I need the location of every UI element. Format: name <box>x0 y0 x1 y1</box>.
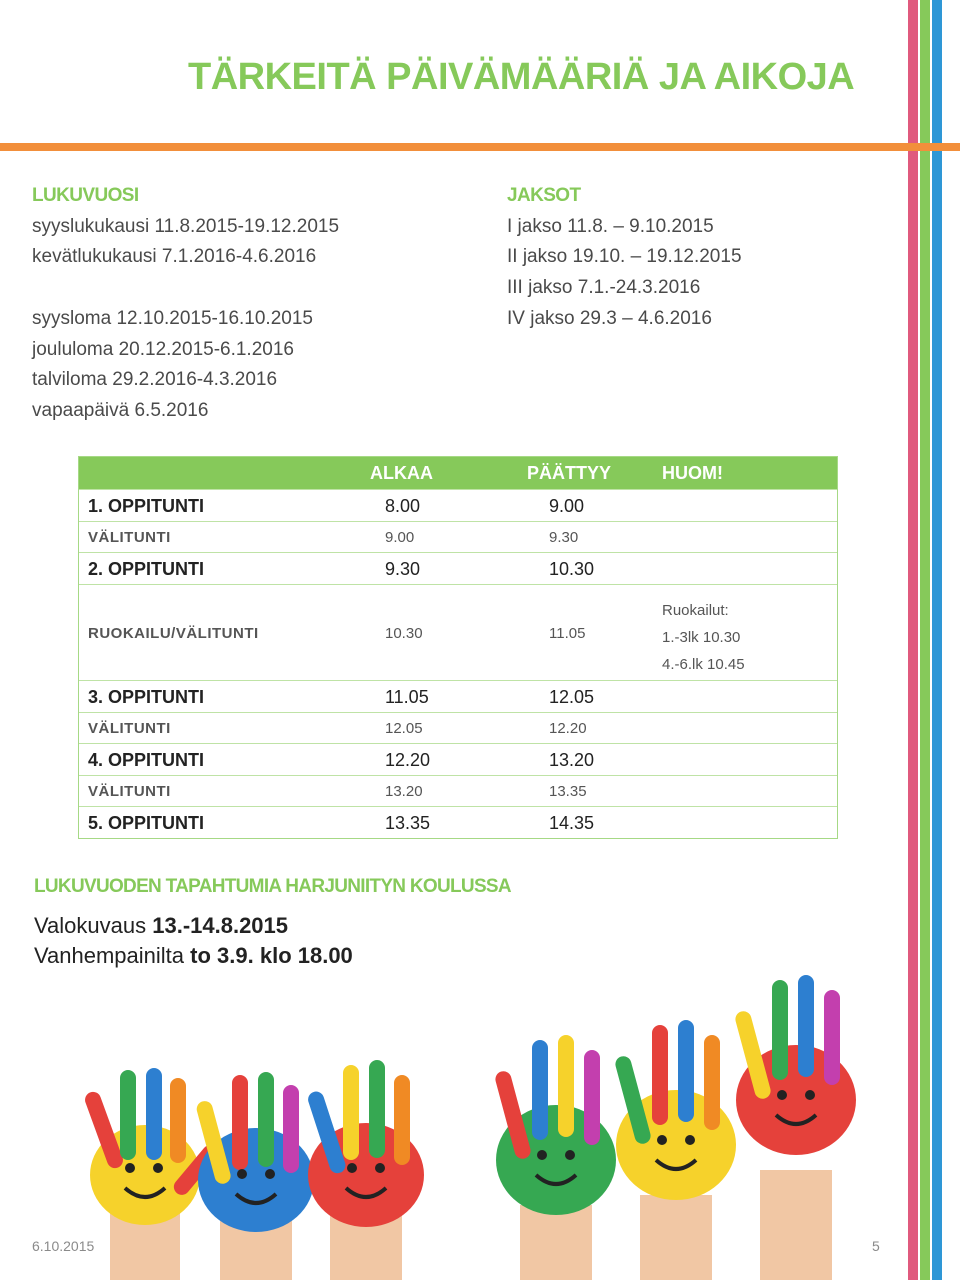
hand-4 <box>494 1035 616 1280</box>
row-start: 13.35 <box>385 813 431 833</box>
painted-hands-photo <box>0 960 900 1280</box>
schedule-header-row <box>79 457 837 489</box>
row-start: 10.30 <box>385 625 423 642</box>
table-row <box>79 521 837 552</box>
header-note: HUOM! <box>662 463 723 483</box>
header-end: PÄÄTTYY <box>527 463 612 483</box>
row-end: 13.20 <box>549 750 595 770</box>
lunch-note <box>662 597 745 678</box>
holiday-line: vapaapäivä 6.5.2016 <box>32 399 209 421</box>
table-row <box>79 680 837 712</box>
holiday-line: talviloma 29.2.2016-4.3.2016 <box>32 369 278 391</box>
row-label: VÄLITUNTI <box>88 720 171 737</box>
page-number: 5 <box>872 1238 880 1254</box>
holiday-line: joululoma 20.12.2015-6.1.2016 <box>32 338 294 360</box>
row-label: 1. OPPITUNTI <box>88 496 205 516</box>
event-text: Vanhempainilta <box>34 943 185 968</box>
term-line: syyslukukausi 11.8.2015-19.12.2015 <box>32 215 340 237</box>
hand-2 <box>195 1072 314 1280</box>
row-start: 9.00 <box>385 529 415 546</box>
pink-stripe <box>908 0 918 1280</box>
row-start: 9.30 <box>385 559 421 579</box>
row-label: VÄLITUNTI <box>88 783 171 800</box>
table-row <box>79 552 837 584</box>
period-line: III jakso 7.1.-24.3.2016 <box>507 277 701 299</box>
lunch-note-line: Ruokailut: <box>662 602 729 619</box>
page-title: TÄRKEITÄ PÄIVÄMÄÄRIÄ JA AIKOJA <box>188 56 855 98</box>
row-end: 11.05 <box>549 625 586 642</box>
term-line: kevätlukukausi 7.1.2016-4.6.2016 <box>32 246 317 268</box>
row-start: 12.05 <box>385 720 423 737</box>
row-label: VÄLITUNTI <box>88 529 171 546</box>
row-end: 13.35 <box>549 783 587 800</box>
green-stripe <box>920 0 930 1280</box>
hand-5 <box>614 1020 736 1280</box>
hand-6 <box>734 975 856 1280</box>
row-end: 10.30 <box>549 559 595 579</box>
period-line: I jakso 11.8. – 9.10.2015 <box>507 215 714 237</box>
row-label: 3. OPPITUNTI <box>88 687 205 707</box>
period-line: II jakso 19.10. – 19.12.2015 <box>507 246 742 268</box>
holiday-line: syysloma 12.10.2015-16.10.2015 <box>32 307 313 329</box>
row-end: 9.30 <box>549 529 579 546</box>
lunch-note-line: 1.-3lk 10.30 <box>662 629 741 646</box>
row-end: 12.05 <box>549 687 595 707</box>
table-row <box>79 806 837 838</box>
table-row <box>79 712 837 743</box>
event-date: 13.-14.8.2015 <box>152 913 289 938</box>
school-year-section <box>32 181 339 427</box>
row-label: 5. OPPITUNTI <box>88 813 205 833</box>
row-label: 4. OPPITUNTI <box>88 750 205 770</box>
schedule-table <box>78 456 838 839</box>
school-year-heading: LUKUVUOSI <box>32 185 139 206</box>
row-end: 12.20 <box>549 720 587 737</box>
event-item <box>34 911 353 941</box>
table-row <box>79 743 837 775</box>
row-start: 13.20 <box>385 783 423 800</box>
header-start: ALKAA <box>370 463 433 483</box>
footer-date: 6.10.2015 <box>32 1238 95 1254</box>
row-start: 11.05 <box>385 687 429 707</box>
row-label: RUOKAILU/VÄLITUNTI <box>88 625 259 642</box>
table-row <box>79 584 837 680</box>
table-row <box>79 489 837 521</box>
period-line: IV jakso 29.3 – 4.6.2016 <box>507 307 712 329</box>
row-start: 12.20 <box>385 750 431 770</box>
row-label: 2. OPPITUNTI <box>88 559 205 579</box>
table-row <box>79 775 837 806</box>
title-divider <box>0 143 960 151</box>
event-date: to 3.9. klo 18.00 <box>190 943 353 968</box>
lunch-note-line: 4.-6.lk 10.45 <box>662 656 745 673</box>
row-start: 8.00 <box>385 496 421 516</box>
blue-stripe <box>932 0 942 1280</box>
row-end: 9.00 <box>549 496 585 516</box>
periods-section <box>507 181 742 335</box>
hand-3 <box>306 1060 424 1280</box>
event-text: Valokuvaus <box>34 913 147 938</box>
periods-heading: JAKSOT <box>507 185 581 206</box>
events-heading: LUKUVUODEN TAPAHTUMIA HARJUNIITYN KOULUSSA <box>34 876 511 897</box>
row-end: 14.35 <box>549 813 595 833</box>
